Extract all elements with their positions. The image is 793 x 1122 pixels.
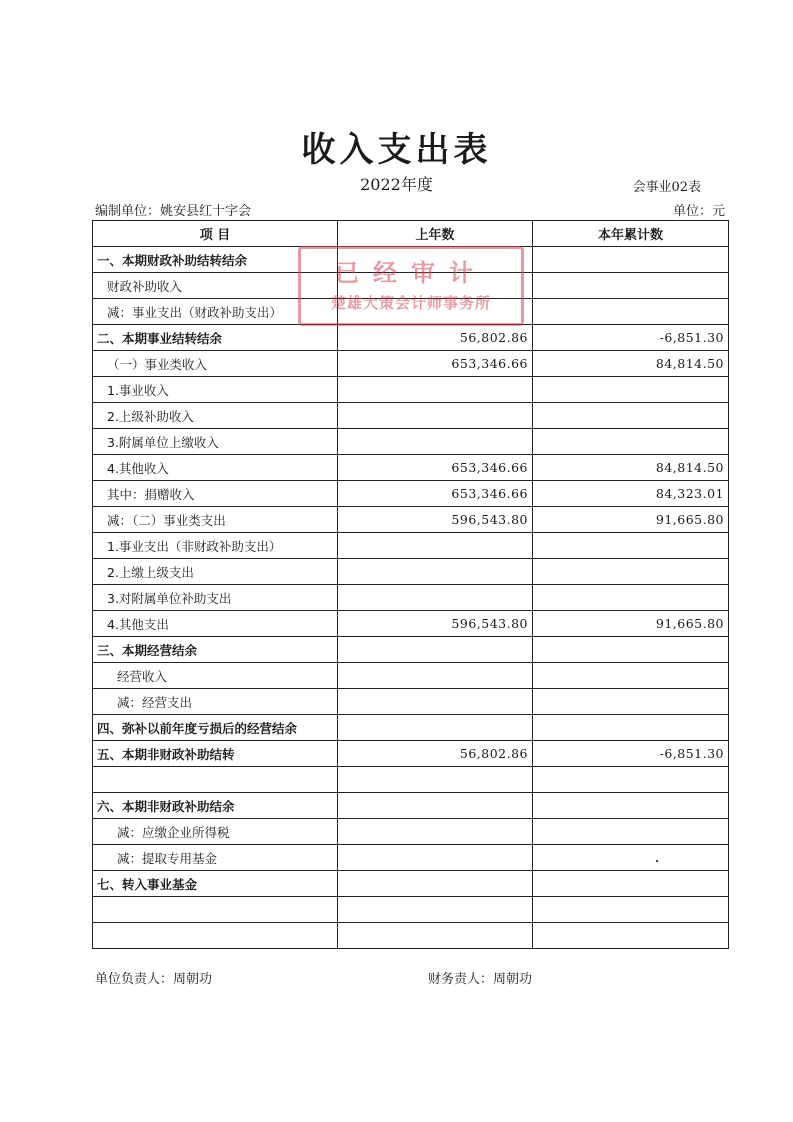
audit-stamp-text: 已经审计 <box>335 259 487 287</box>
row-prior-year-value: 653,346.66 <box>338 481 533 507</box>
table-row <box>93 741 729 767</box>
table-row <box>93 923 729 949</box>
row-prior-year-value <box>338 845 533 871</box>
row-current-year-value <box>533 637 729 663</box>
row-prior-year-value <box>338 871 533 897</box>
row-item-label: 减：应缴企业所得税 <box>93 819 338 845</box>
row-prior-year-value: 596,543.80 <box>338 507 533 533</box>
row-current-year-value: 84,814.50 <box>533 455 729 481</box>
table-row <box>93 767 729 793</box>
row-prior-year-value: 596,543.80 <box>338 611 533 637</box>
document-title: 收入支出表 <box>301 130 492 170</box>
header-item: 项 目 <box>93 221 338 247</box>
row-prior-year-value <box>338 819 533 845</box>
row-item-label: 4.其他支出 <box>93 611 338 637</box>
row-item-label: 其中：捐赠收入 <box>93 481 338 507</box>
row-item-label: 2.上级补助收入 <box>93 403 338 429</box>
audit-stamp-firm: 楚雄大策会计师事务所 <box>330 294 491 312</box>
row-current-year-value <box>533 273 729 299</box>
row-current-year-value <box>533 819 729 845</box>
row-item-label: 1.事业支出（非财政补助支出） <box>93 533 338 559</box>
row-prior-year-value <box>338 403 533 429</box>
row-item-label: 一、本期财政补助结转结余 <box>93 247 338 273</box>
report-year: 2022年度 <box>360 175 433 194</box>
row-item-label: 1.事业收入 <box>93 377 338 403</box>
row-item-label: 减：事业支出（财政补助支出） <box>93 299 338 325</box>
table-row <box>93 455 729 481</box>
row-item-label: （一）事业类收入 <box>93 351 338 377</box>
table-row <box>93 793 729 819</box>
row-current-year-value <box>533 403 729 429</box>
row-prior-year-value: 56,802.86 <box>338 741 533 767</box>
row-prior-year-value: 653,346.66 <box>338 455 533 481</box>
table-row <box>93 845 729 871</box>
row-prior-year-value <box>338 793 533 819</box>
row-item-label: 4.其他收入 <box>93 455 338 481</box>
row-current-year-value <box>533 845 729 871</box>
row-prior-year-value: 653,346.66 <box>338 351 533 377</box>
table-row <box>93 559 729 585</box>
table-row <box>93 819 729 845</box>
row-prior-year-value <box>338 377 533 403</box>
row-current-year-value <box>533 897 729 923</box>
row-current-year-value <box>533 793 729 819</box>
row-prior-year-value: 56,802.86 <box>338 325 533 351</box>
table-row <box>93 507 729 533</box>
table-row <box>93 377 729 403</box>
table-row <box>93 481 729 507</box>
row-prior-year-value <box>338 663 533 689</box>
row-item-label: 五、本期非财政补助结转 <box>93 741 338 767</box>
income-expense-table <box>92 220 729 949</box>
row-item-label: 经营收入 <box>93 663 338 689</box>
row-current-year-value <box>533 247 729 273</box>
row-prior-year-value <box>338 897 533 923</box>
row-item-label: 四、弥补以前年度亏损后的经营结余 <box>93 715 338 741</box>
row-item-label <box>93 767 338 793</box>
row-item-label: 减：经营支出 <box>93 689 338 715</box>
table-row <box>93 533 729 559</box>
row-prior-year-value <box>338 247 533 273</box>
row-item-label <box>93 897 338 923</box>
row-current-year-value <box>533 559 729 585</box>
row-current-year-value: 84,323.01 <box>533 481 729 507</box>
row-current-year-value <box>533 767 729 793</box>
row-current-year-value: 84,814.50 <box>533 351 729 377</box>
row-item-label: 减：（二）事业类支出 <box>93 507 338 533</box>
row-current-year-value <box>533 663 729 689</box>
currency-unit-label: 单位：元 <box>672 204 725 219</box>
row-prior-year-value <box>338 559 533 585</box>
row-prior-year-value <box>338 767 533 793</box>
row-item-label: 2.上缴上级支出 <box>93 559 338 585</box>
row-current-year-value <box>533 299 729 325</box>
row-current-year-value <box>533 715 729 741</box>
table-row <box>93 689 729 715</box>
row-item-label: 六、本期非财政补助结余 <box>93 793 338 819</box>
scan-speck <box>656 860 658 862</box>
row-item-label: 财政补助收入 <box>93 273 338 299</box>
table-row <box>93 325 729 351</box>
row-prior-year-value <box>338 299 533 325</box>
row-current-year-value: -6,851.30 <box>533 741 729 767</box>
row-current-year-value <box>533 871 729 897</box>
row-item-label: 3.附属单位上缴收入 <box>93 429 338 455</box>
row-item-label: 七、转入事业基金 <box>93 871 338 897</box>
table-row <box>93 897 729 923</box>
row-current-year-value <box>533 533 729 559</box>
table-row <box>93 663 729 689</box>
table-row <box>93 403 729 429</box>
row-current-year-value <box>533 923 729 949</box>
table-row <box>93 247 729 273</box>
row-prior-year-value <box>338 429 533 455</box>
row-current-year-value <box>533 377 729 403</box>
row-prior-year-value <box>338 689 533 715</box>
table-header-row <box>93 221 729 247</box>
row-current-year-value: 91,665.80 <box>533 507 729 533</box>
table-row <box>93 871 729 897</box>
table-row <box>93 299 729 325</box>
header-prior-year: 上年数 <box>338 221 533 247</box>
row-prior-year-value <box>338 923 533 949</box>
finance-head-signature: 财务责人：周朝功 <box>428 972 533 987</box>
row-item-label <box>93 923 338 949</box>
row-prior-year-value <box>338 273 533 299</box>
header-current-year: 本年累计数 <box>533 221 729 247</box>
row-item-label: 三、本期经营结余 <box>93 637 338 663</box>
unit-head-signature: 单位负责人：周朝功 <box>95 972 213 987</box>
row-prior-year-value <box>338 637 533 663</box>
table-row <box>93 585 729 611</box>
row-prior-year-value <box>338 533 533 559</box>
form-number: 会事业02表 <box>632 180 701 195</box>
row-current-year-value: 91,665.80 <box>533 611 729 637</box>
row-item-label: 减：提取专用基金 <box>93 845 338 871</box>
table-row <box>93 351 729 377</box>
table-row <box>93 429 729 455</box>
table-row <box>93 611 729 637</box>
row-prior-year-value <box>338 715 533 741</box>
row-current-year-value <box>533 689 729 715</box>
table-row <box>93 273 729 299</box>
row-item-label: 二、本期事业结转结余 <box>93 325 338 351</box>
row-current-year-value <box>533 429 729 455</box>
table-row <box>93 715 729 741</box>
row-current-year-value: -6,851.30 <box>533 325 729 351</box>
table-row <box>93 637 729 663</box>
organization-label: 编制单位：姚安县红十字会 <box>95 204 252 219</box>
row-prior-year-value <box>338 585 533 611</box>
row-current-year-value <box>533 585 729 611</box>
row-item-label: 3.对附属单位补助支出 <box>93 585 338 611</box>
